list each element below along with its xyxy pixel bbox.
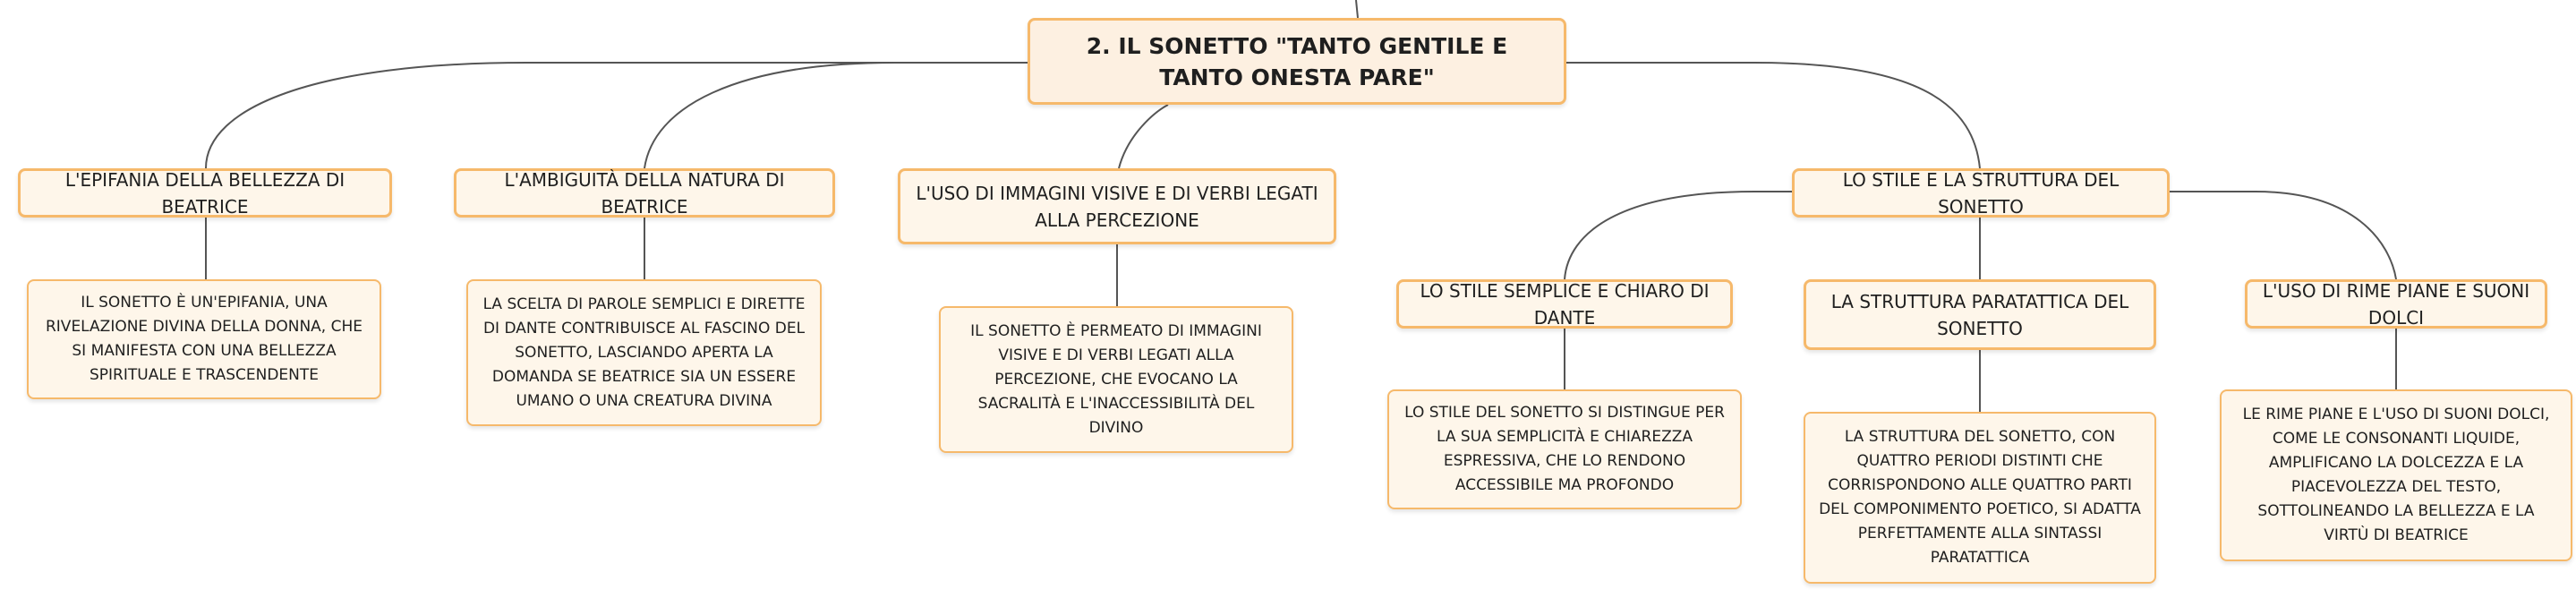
- connector-root-topic-3: [1119, 105, 1168, 168]
- root-node[interactable]: [1028, 18, 1566, 105]
- connector-root-topic-1: [206, 63, 1028, 168]
- topic-node-ambiguita[interactable]: [454, 168, 835, 218]
- subtopic-node-label: LA STRUTTURA PARATATTICA DEL SONETTO: [1830, 290, 2129, 339]
- detail-node-text: LA SCELTA DI PAROLE SEMPLICI E DIRETTE DI DANTE CONTRIBUISCE AL FASCINO DEL SONETTO, LASCIANDO APERTA LA DOMANDA SE BEATRICE SIA UN ESSERE UMANO O UNA CREATURA DIVINA: [482, 295, 806, 410]
- connector-topic-4-sub-3: [2170, 192, 2396, 279]
- connector-parent-stub: [1356, 0, 1358, 18]
- detail-node-immagini[interactable]: [939, 306, 1293, 453]
- topic-node-epifania[interactable]: [18, 168, 392, 218]
- detail-node-text: IL SONETTO È PERMEATO DI IMMAGINI VISIVE E DI VERBI LEGATI ALLA PERCEZIONE, CHE EVOCANO LA SACRALITÀ E L'INACCESSIBILITÀ DEL DIVINO: [970, 321, 1262, 437]
- connector-root-topic-2: [644, 63, 1028, 168]
- topic-node-label: L'AMBIGUITÀ DELLA NATURA DI BEATRICE: [504, 168, 785, 218]
- detail-node-text: LA STRUTTURA DEL SONETTO, CON QUATTRO PERIODI DISTINTI CHE CORRISPONDONO ALLE QUATTRO PARTI DEL COMPONIMENTO POETICO, SI ADATTA PERFETTAMENTE ALLA SINTASSI PARATATTICA: [1819, 428, 2141, 567]
- detail-node-text: LE RIME PIANE E L'USO DI SUONI DOLCI, COME LE CONSONANTI LIQUIDE, AMPLIFICANO LA DOLCEZZA E LA PIACEVOLEZZA DEL TESTO, SOTTOLINEANDO LA BELLEZZA E LA VIRTÙ DI BEATRICE: [2242, 406, 2550, 544]
- subtopic-node-label: L'USO DI RIME PIANE E SUONI DOLCI: [2262, 279, 2530, 329]
- detail-node-struttura[interactable]: [1804, 412, 2156, 584]
- topic-node-stile-struttura[interactable]: [1792, 168, 2170, 218]
- detail-node-epifania[interactable]: [27, 279, 381, 399]
- detail-node-stile[interactable]: [1387, 389, 1742, 509]
- subtopic-node-rime[interactable]: [2245, 279, 2547, 329]
- subtopic-node-struttura[interactable]: [1804, 279, 2156, 350]
- subtopic-node-stile[interactable]: [1396, 279, 1733, 329]
- subtopic-node-label: LO STILE SEMPLICE E CHIARO DI DANTE: [1420, 279, 1710, 329]
- topic-node-label: L'USO DI IMMAGINI VISIVE E DI VERBI LEGATI ALLA PERCEZIONE: [916, 182, 1318, 231]
- connector-topic-4-sub-1: [1565, 192, 1792, 279]
- connector-root-topic-4: [1565, 63, 1980, 168]
- topic-node-label: L'EPIFANIA DELLA BELLEZZA DI BEATRICE: [64, 168, 345, 218]
- detail-node-ambiguita[interactable]: [466, 279, 822, 426]
- detail-node-text: IL SONETTO È UN'EPIFANIA, UNA RIVELAZIONE DIVINA DELLA DONNA, CHE SI MANIFESTA CON UNA BELLEZZA SPIRITUALE E TRASCENDENTE: [45, 294, 363, 384]
- topic-node-immagini[interactable]: [898, 168, 1336, 244]
- topic-node-label: LO STILE E LA STRUTTURA DEL SONETTO: [1842, 168, 2120, 218]
- detail-node-rime[interactable]: [2220, 389, 2572, 561]
- detail-node-text: LO STILE DEL SONETTO SI DISTINGUE PER LA SUA SEMPLICITÀ E CHIAREZZA ESPRESSIVA, CHE LO RENDONO ACCESSIBILE MA PROFONDO: [1404, 404, 1725, 494]
- root-node-label: 2. IL SONETTO "TANTO GENTILE E TANTO ONESTA PARE": [1086, 32, 1508, 90]
